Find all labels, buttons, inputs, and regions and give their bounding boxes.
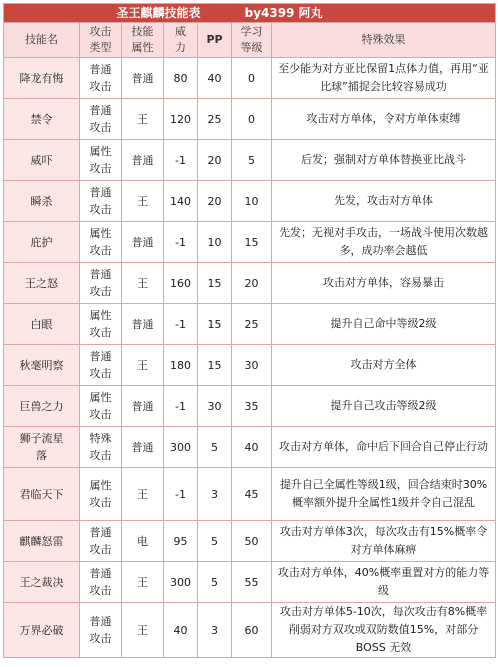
skill-power: -1	[164, 468, 198, 521]
skill-rows	[4, 58, 496, 658]
table-row	[4, 99, 496, 140]
learn-level: 0	[232, 58, 272, 99]
skill-pp: 3	[198, 468, 232, 521]
attack-type: 普通 攻击	[80, 181, 122, 222]
special-effect: 提升自己全属性等级1级，回合结束时30%概率额外提升全属性1级并令自己混乱	[272, 468, 496, 521]
skill-pp: 15	[198, 345, 232, 386]
attack-type: 普通 攻击	[80, 562, 122, 603]
header-pp: PP	[198, 23, 232, 58]
skill-pp: 30	[198, 386, 232, 427]
learn-level: 0	[232, 99, 272, 140]
skill-power: 120	[164, 99, 198, 140]
skill-attribute: 电	[122, 521, 164, 562]
skill-pp: 15	[198, 263, 232, 304]
skill-name: 庇护	[4, 222, 80, 263]
skill-attribute: 普通	[122, 58, 164, 99]
skill-power: 180	[164, 345, 198, 386]
special-effect: 攻击对方单体，令对方单体束缚	[272, 99, 496, 140]
header-effect: 特殊效果	[272, 23, 496, 58]
header-type: 攻击 类型	[80, 23, 122, 58]
skill-attribute: 普通	[122, 427, 164, 468]
skill-attribute: 王	[122, 468, 164, 521]
table-title-cell	[4, 4, 496, 23]
skill-name: 秋毫明察	[4, 345, 80, 386]
skill-pp: 15	[198, 304, 232, 345]
skill-name: 万界必破	[4, 603, 80, 658]
special-effect: 攻击对方单体，命中后下回合自己停止行动	[272, 427, 496, 468]
table-row	[4, 386, 496, 427]
learn-level: 45	[232, 468, 272, 521]
special-effect: 攻击对方单体，40%概率重置对方的能力等级	[272, 562, 496, 603]
skill-attribute: 王	[122, 603, 164, 658]
table-title-row	[4, 4, 496, 23]
skill-pp: 3	[198, 603, 232, 658]
table-author: by4399 阿丸	[244, 6, 323, 20]
skill-power: 300	[164, 427, 198, 468]
table-row	[4, 427, 496, 468]
attack-type: 属性 攻击	[80, 222, 122, 263]
skill-table-container	[3, 3, 495, 658]
attack-type: 普通 攻击	[80, 263, 122, 304]
skill-power: 80	[164, 58, 198, 99]
table-title: 圣王麒麟技能表	[116, 6, 201, 20]
table-row	[4, 345, 496, 386]
header-name: 技能名	[4, 23, 80, 58]
attack-type: 普通 攻击	[80, 58, 122, 99]
table-row	[4, 603, 496, 658]
header-row	[4, 23, 496, 58]
attack-type: 属性 攻击	[80, 386, 122, 427]
attack-type: 普通 攻击	[80, 99, 122, 140]
learn-level: 5	[232, 140, 272, 181]
skill-attribute: 普通	[122, 386, 164, 427]
table-row	[4, 521, 496, 562]
skill-attribute: 王	[122, 562, 164, 603]
attack-type: 属性 攻击	[80, 140, 122, 181]
skill-pp: 40	[198, 58, 232, 99]
skill-power: 40	[164, 603, 198, 658]
table-row	[4, 222, 496, 263]
table-row	[4, 181, 496, 222]
skill-power: 160	[164, 263, 198, 304]
learn-level: 25	[232, 304, 272, 345]
skill-pp: 20	[198, 181, 232, 222]
skill-attribute: 普通	[122, 222, 164, 263]
skill-attribute: 王	[122, 345, 164, 386]
special-effect: 攻击对方单体3次，每次攻击有15%概率令对方单体麻痹	[272, 521, 496, 562]
learn-level: 20	[232, 263, 272, 304]
learn-level: 50	[232, 521, 272, 562]
skill-pp: 10	[198, 222, 232, 263]
skill-name: 巨兽之力	[4, 386, 80, 427]
skill-name: 麒麟怒雷	[4, 521, 80, 562]
skill-pp: 5	[198, 521, 232, 562]
header-level: 学习 等级	[232, 23, 272, 58]
skill-name: 瞬杀	[4, 181, 80, 222]
skill-name: 降龙有悔	[4, 58, 80, 99]
special-effect: 先发，攻击对方单体	[272, 181, 496, 222]
learn-level: 55	[232, 562, 272, 603]
learn-level: 30	[232, 345, 272, 386]
special-effect: 至少能为对方亚比保留1点体力值，再用“亚比球”捕捉会比较容易成功	[272, 58, 496, 99]
skill-pp: 5	[198, 562, 232, 603]
skill-name: 君临天下	[4, 468, 80, 521]
learn-level: 60	[232, 603, 272, 658]
table-row	[4, 263, 496, 304]
skill-table	[3, 3, 496, 658]
skill-power: -1	[164, 386, 198, 427]
table-row	[4, 140, 496, 181]
skill-power: -1	[164, 304, 198, 345]
skill-pp: 25	[198, 99, 232, 140]
special-effect: 提升自己攻击等级2级	[272, 386, 496, 427]
skill-attribute: 普通	[122, 140, 164, 181]
skill-name: 威吓	[4, 140, 80, 181]
special-effect: 后发；强制对方单体替换亚比战斗	[272, 140, 496, 181]
skill-power: 95	[164, 521, 198, 562]
special-effect: 攻击对方全体	[272, 345, 496, 386]
skill-power: 300	[164, 562, 198, 603]
attack-type: 属性 攻击	[80, 468, 122, 521]
skill-power: -1	[164, 140, 198, 181]
skill-pp: 20	[198, 140, 232, 181]
attack-type: 特殊 攻击	[80, 427, 122, 468]
skill-attribute: 普通	[122, 304, 164, 345]
table-row	[4, 304, 496, 345]
skill-pp: 5	[198, 427, 232, 468]
header-power: 威 力	[164, 23, 198, 58]
skill-name: 王之裁决	[4, 562, 80, 603]
skill-power: 140	[164, 181, 198, 222]
table-row	[4, 562, 496, 603]
skill-name: 禁令	[4, 99, 80, 140]
skill-attribute: 王	[122, 181, 164, 222]
special-effect: 攻击对方单体，容易暴击	[272, 263, 496, 304]
special-effect: 攻击对方单体5-10次，每次攻击有8%概率削弱对方双攻或双防数值15%，对部分 BOSS 无效	[272, 603, 496, 658]
attack-type: 普通 攻击	[80, 521, 122, 562]
table-row	[4, 468, 496, 521]
skill-name: 狮子流星 落	[4, 427, 80, 468]
attack-type: 属性 攻击	[80, 304, 122, 345]
attack-type: 普通 攻击	[80, 603, 122, 658]
special-effect: 提升自己命中等级2级	[272, 304, 496, 345]
skill-name: 白眼	[4, 304, 80, 345]
learn-level: 10	[232, 181, 272, 222]
skill-attribute: 王	[122, 263, 164, 304]
table-row	[4, 58, 496, 99]
skill-name: 王之怒	[4, 263, 80, 304]
skill-attribute: 王	[122, 99, 164, 140]
header-attr: 技能 属性	[122, 23, 164, 58]
learn-level: 15	[232, 222, 272, 263]
attack-type: 普通 攻击	[80, 345, 122, 386]
learn-level: 40	[232, 427, 272, 468]
learn-level: 35	[232, 386, 272, 427]
skill-power: -1	[164, 222, 198, 263]
special-effect: 先发；无视对手攻击，一场战斗使用次数越多，成功率会越低	[272, 222, 496, 263]
